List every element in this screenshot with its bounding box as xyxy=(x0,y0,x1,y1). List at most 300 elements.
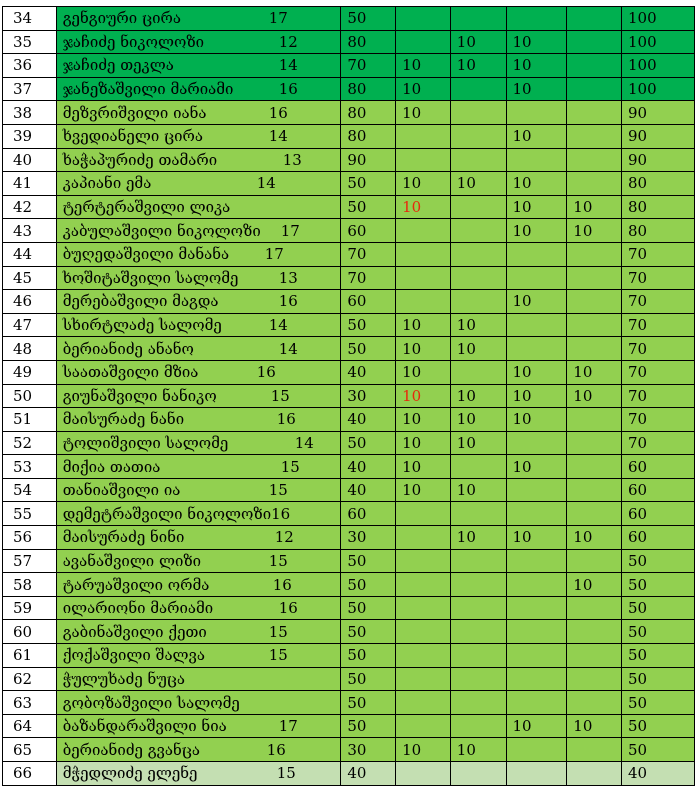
row-number-cell xyxy=(3,502,57,526)
score-3-cell xyxy=(450,77,506,101)
student-name-cell xyxy=(56,313,341,337)
row-number: 55 xyxy=(13,504,33,523)
score-3-cell xyxy=(450,7,506,31)
score-3-cell xyxy=(450,691,506,715)
student-name: ბუღედაშვილი მანანა xyxy=(62,245,230,264)
score-5-cell xyxy=(567,455,622,479)
score-5-cell xyxy=(567,384,622,408)
table-row xyxy=(3,596,695,620)
score-1-cell xyxy=(341,691,396,715)
student-age: 13 xyxy=(278,268,298,287)
score-4-cell xyxy=(506,502,567,526)
total-score: 70 xyxy=(627,268,648,287)
table-row xyxy=(3,762,695,786)
score-2-cell xyxy=(396,714,451,738)
score-5-cell xyxy=(567,54,622,78)
score-1-cell xyxy=(341,431,396,455)
student-name-cell xyxy=(56,124,341,148)
total-score-cell xyxy=(621,148,694,172)
row-number-cell xyxy=(3,30,57,54)
score-1-cell xyxy=(341,101,396,125)
score-2-cell xyxy=(396,502,451,526)
row-number: 38 xyxy=(13,103,33,122)
score-5: 10 xyxy=(573,198,593,217)
row-number: 66 xyxy=(13,764,33,783)
total-score-cell xyxy=(621,384,694,408)
student-name-cell xyxy=(56,30,341,54)
score-2: 10 xyxy=(402,457,422,476)
score-3-cell xyxy=(450,266,506,290)
score-2-cell xyxy=(396,124,451,148)
row-number: 59 xyxy=(13,599,33,618)
score-4-cell xyxy=(506,455,567,479)
score-2-cell xyxy=(396,431,451,455)
row-number-cell xyxy=(3,101,57,125)
student-name: ბაზანდარაშვილი ნია xyxy=(62,717,227,736)
row-number: 61 xyxy=(13,646,33,665)
row-number: 45 xyxy=(13,268,33,287)
row-number: 40 xyxy=(13,150,33,169)
score-4-cell xyxy=(506,242,567,266)
score-1-cell xyxy=(341,478,396,502)
score-1-cell xyxy=(341,620,396,644)
score-1-cell xyxy=(341,148,396,172)
total-score-cell xyxy=(621,762,694,786)
row-number: 46 xyxy=(13,292,33,311)
score-5-cell xyxy=(567,526,622,550)
student-name-cell xyxy=(56,596,341,620)
student-name-cell xyxy=(56,691,341,715)
row-number-cell xyxy=(3,714,57,738)
total-score-cell xyxy=(621,101,694,125)
student-age: 17 xyxy=(264,245,284,264)
score-1: 70 xyxy=(347,245,367,264)
score-4-cell xyxy=(506,667,567,691)
score-1-cell xyxy=(341,219,396,243)
row-number: 34 xyxy=(13,9,33,28)
student-name: მეზვრიშვილი იანა xyxy=(62,103,207,122)
score-1: 80 xyxy=(347,80,367,99)
score-1: 50 xyxy=(347,198,367,217)
row-number: 49 xyxy=(13,363,33,382)
table-row xyxy=(3,124,695,148)
student-name: ქოქაშვილი შალვა xyxy=(62,646,206,665)
score-3-cell xyxy=(450,762,506,786)
score-2-cell xyxy=(396,360,451,384)
score-4-cell xyxy=(506,7,567,31)
score-2-cell xyxy=(396,195,451,219)
score-1: 40 xyxy=(347,363,367,382)
total-score-cell xyxy=(621,526,694,550)
student-name-cell xyxy=(56,644,341,668)
score-5-cell xyxy=(567,148,622,172)
score-3-cell xyxy=(450,219,506,243)
total-score: 50 xyxy=(627,693,648,712)
row-number-cell xyxy=(3,549,57,573)
table-row xyxy=(3,478,695,502)
score-2-cell xyxy=(396,644,451,668)
score-4-cell xyxy=(506,408,567,432)
score-4-cell xyxy=(506,30,567,54)
score-3-cell xyxy=(450,620,506,644)
table-row xyxy=(3,667,695,691)
score-5-cell xyxy=(567,667,622,691)
total-score-cell xyxy=(621,30,694,54)
score-3: 10 xyxy=(456,410,476,429)
student-name-cell xyxy=(56,455,341,479)
score-3-cell xyxy=(450,667,506,691)
total-score: 70 xyxy=(627,339,648,358)
score-3: 10 xyxy=(456,339,476,358)
score-1-cell xyxy=(341,667,396,691)
total-score-cell xyxy=(621,290,694,314)
row-number-cell xyxy=(3,219,57,243)
score-1: 80 xyxy=(347,103,367,122)
score-4: 10 xyxy=(512,32,532,51)
score-1: 50 xyxy=(347,693,367,712)
score-1-cell xyxy=(341,172,396,196)
student-name: საათაშვილი მზია xyxy=(62,363,199,382)
score-3-cell xyxy=(450,148,506,172)
total-score-cell xyxy=(621,77,694,101)
student-age: 17 xyxy=(278,717,298,736)
score-3: 10 xyxy=(456,386,476,405)
score-1: 60 xyxy=(347,504,367,523)
score-2-cell xyxy=(396,54,451,78)
table-row xyxy=(3,644,695,668)
student-name: ჯაჩიძე თეკლა xyxy=(62,56,174,75)
row-number-cell xyxy=(3,54,57,78)
table-row xyxy=(3,408,695,432)
score-2: 10 xyxy=(402,740,422,759)
total-score: 70 xyxy=(627,316,648,335)
student-name: თანიაშვილი ია xyxy=(62,481,181,500)
student-name: მაისურაძე ნინი xyxy=(62,528,185,547)
score-4-cell xyxy=(506,620,567,644)
row-number-cell xyxy=(3,691,57,715)
table-row xyxy=(3,573,695,597)
student-name-cell xyxy=(56,219,341,243)
row-number-cell xyxy=(3,337,57,361)
student-name: კაპიანი ემა xyxy=(62,174,152,193)
student-age: 16 xyxy=(278,599,298,618)
total-score: 50 xyxy=(627,646,648,665)
student-age: 14 xyxy=(268,316,288,335)
score-5: 10 xyxy=(573,717,593,736)
score-4: 10 xyxy=(512,198,532,217)
student-name-cell xyxy=(56,431,341,455)
total-score: 50 xyxy=(627,551,648,570)
total-score: 50 xyxy=(627,717,648,736)
total-score: 100 xyxy=(627,32,657,51)
student-age: 15 xyxy=(276,764,296,783)
row-number-cell xyxy=(3,667,57,691)
score-3-cell xyxy=(450,124,506,148)
score-5-cell xyxy=(567,644,622,668)
student-name-cell xyxy=(56,101,341,125)
score-1: 30 xyxy=(347,740,367,759)
total-score: 70 xyxy=(627,433,648,452)
student-name-cell xyxy=(56,408,341,432)
row-number-cell xyxy=(3,148,57,172)
table-row xyxy=(3,738,695,762)
score-1: 40 xyxy=(347,481,367,500)
score-3-cell xyxy=(450,172,506,196)
row-number-cell xyxy=(3,644,57,668)
score-1-cell xyxy=(341,762,396,786)
total-score: 50 xyxy=(627,740,648,759)
table-row xyxy=(3,620,695,644)
score-4-cell xyxy=(506,54,567,78)
table-row xyxy=(3,313,695,337)
score-1: 40 xyxy=(347,410,367,429)
row-number: 62 xyxy=(13,669,33,688)
score-1-cell xyxy=(341,195,396,219)
row-number-cell xyxy=(3,77,57,101)
score-5-cell xyxy=(567,266,622,290)
row-number-cell xyxy=(3,620,57,644)
total-score: 70 xyxy=(627,386,648,405)
row-number-cell xyxy=(3,172,57,196)
table-row xyxy=(3,337,695,361)
total-score-cell xyxy=(621,195,694,219)
score-2-cell xyxy=(396,219,451,243)
score-3-cell xyxy=(450,714,506,738)
score-1-cell xyxy=(341,77,396,101)
student-name-cell xyxy=(56,384,341,408)
student-name: მაისურაძე ნანი xyxy=(62,410,185,429)
score-4-cell xyxy=(506,596,567,620)
total-score-cell xyxy=(621,54,694,78)
student-age: 14 xyxy=(278,339,298,358)
score-2-cell xyxy=(396,337,451,361)
score-3-cell xyxy=(450,101,506,125)
score-4-cell xyxy=(506,478,567,502)
table-row xyxy=(3,360,695,384)
score-1-cell xyxy=(341,408,396,432)
student-name-cell xyxy=(56,148,341,172)
student-name: ბერიანიძე ანანო xyxy=(62,339,194,358)
row-number: 50 xyxy=(13,386,33,405)
table-row xyxy=(3,266,695,290)
score-2-cell xyxy=(396,148,451,172)
row-number: 44 xyxy=(13,245,33,264)
student-age: 16 xyxy=(278,292,298,311)
score-2-cell xyxy=(396,455,451,479)
score-3-cell xyxy=(450,549,506,573)
total-score-cell xyxy=(621,644,694,668)
row-number-cell xyxy=(3,242,57,266)
table-row xyxy=(3,549,695,573)
score-5-cell xyxy=(567,691,622,715)
total-score-cell xyxy=(621,549,694,573)
score-4: 10 xyxy=(512,292,532,311)
score-4: 10 xyxy=(512,127,532,146)
student-name: გიუნაშვილი ნანიკო xyxy=(62,386,217,405)
table-row xyxy=(3,7,695,31)
row-number-cell xyxy=(3,408,57,432)
score-4: 10 xyxy=(512,386,532,405)
table-row xyxy=(3,101,695,125)
student-age: 16 xyxy=(266,740,286,759)
row-number: 53 xyxy=(13,457,33,476)
score-3: 10 xyxy=(456,433,476,452)
score-2-cell xyxy=(396,313,451,337)
score-5-cell xyxy=(567,549,622,573)
student-age: 16 xyxy=(271,504,291,523)
score-3-cell xyxy=(450,30,506,54)
score-1: 80 xyxy=(347,127,367,146)
score-1-cell xyxy=(341,313,396,337)
score-1: 60 xyxy=(347,221,367,240)
student-name-cell xyxy=(56,77,341,101)
student-name-cell xyxy=(56,667,341,691)
score-1-cell xyxy=(341,526,396,550)
score-2: 10 xyxy=(402,433,422,452)
table-row xyxy=(3,502,695,526)
score-2-cell xyxy=(396,384,451,408)
student-age: 16 xyxy=(256,363,276,382)
total-score: 100 xyxy=(627,9,657,28)
score-5-cell xyxy=(567,478,622,502)
score-1: 50 xyxy=(347,575,367,594)
score-4: 10 xyxy=(512,717,532,736)
score-3-cell xyxy=(450,431,506,455)
score-2-cell xyxy=(396,549,451,573)
student-name-cell xyxy=(56,337,341,361)
score-2: 10 xyxy=(402,316,422,335)
row-number: 64 xyxy=(13,717,33,736)
score-4-cell xyxy=(506,124,567,148)
score-4-cell xyxy=(506,762,567,786)
total-score-cell xyxy=(621,667,694,691)
student-age: 16 xyxy=(278,80,298,99)
total-score-cell xyxy=(621,691,694,715)
table-row xyxy=(3,54,695,78)
score-3-cell xyxy=(450,360,506,384)
row-number-cell xyxy=(3,360,57,384)
total-score: 70 xyxy=(627,292,648,311)
score-3: 10 xyxy=(456,528,476,547)
score-2: 10 xyxy=(402,198,422,217)
score-4-cell xyxy=(506,738,567,762)
student-age: 14 xyxy=(278,56,298,75)
table-row xyxy=(3,148,695,172)
score-3: 10 xyxy=(456,56,476,75)
row-number: 48 xyxy=(13,339,33,358)
student-age: 16 xyxy=(276,410,296,429)
score-1-cell xyxy=(341,290,396,314)
score-1: 80 xyxy=(347,32,367,51)
score-2-cell xyxy=(396,266,451,290)
score-2-cell xyxy=(396,77,451,101)
total-score-cell xyxy=(621,313,694,337)
score-2-cell xyxy=(396,620,451,644)
score-1: 50 xyxy=(347,717,367,736)
student-name: კაბულაშვილი ნიკოლოზი xyxy=(62,221,261,240)
score-5-cell xyxy=(567,360,622,384)
student-name: გობოზაშვილი სალომე xyxy=(62,693,240,712)
score-1: 40 xyxy=(347,764,367,783)
score-4-cell xyxy=(506,148,567,172)
score-4: 10 xyxy=(512,363,532,382)
student-age: 16 xyxy=(268,103,288,122)
student-name: ტოლიშვილი სალომე xyxy=(62,433,229,452)
score-5: 10 xyxy=(573,221,593,240)
student-name-cell xyxy=(56,7,341,31)
row-number: 54 xyxy=(13,481,33,500)
score-1: 50 xyxy=(347,433,367,452)
total-score: 90 xyxy=(627,103,648,122)
score-5-cell xyxy=(567,313,622,337)
student-age: 14 xyxy=(294,433,314,452)
student-name-cell xyxy=(56,172,341,196)
total-score-cell xyxy=(621,360,694,384)
total-score-cell xyxy=(621,124,694,148)
score-2-cell xyxy=(396,478,451,502)
score-2: 10 xyxy=(402,339,422,358)
score-3: 10 xyxy=(456,740,476,759)
score-3-cell xyxy=(450,384,506,408)
score-5-cell xyxy=(567,7,622,31)
score-5-cell xyxy=(567,77,622,101)
score-2-cell xyxy=(396,30,451,54)
student-name-cell xyxy=(56,738,341,762)
student-name: ჯანეზაშვილი მარიამი xyxy=(62,80,234,99)
student-name-cell xyxy=(56,195,341,219)
row-number: 47 xyxy=(13,316,33,335)
score-1-cell xyxy=(341,738,396,762)
score-4-cell xyxy=(506,549,567,573)
student-name: გენგიური ცირა xyxy=(62,9,181,28)
row-number-cell xyxy=(3,384,57,408)
score-3-cell xyxy=(450,242,506,266)
score-3-cell xyxy=(450,478,506,502)
student-age: 14 xyxy=(268,127,288,146)
score-4-cell xyxy=(506,77,567,101)
row-number: 43 xyxy=(13,221,33,240)
student-name-cell xyxy=(56,478,341,502)
score-4-cell xyxy=(506,195,567,219)
score-4: 10 xyxy=(512,56,532,75)
total-score-cell xyxy=(621,266,694,290)
total-score: 60 xyxy=(627,457,648,476)
table-row xyxy=(3,30,695,54)
score-2: 10 xyxy=(402,103,422,122)
student-age: 17 xyxy=(268,9,288,28)
total-score: 80 xyxy=(627,174,648,193)
total-score-cell xyxy=(621,738,694,762)
score-5-cell xyxy=(567,408,622,432)
student-age: 15 xyxy=(268,622,288,641)
student-name-cell xyxy=(56,714,341,738)
score-2-cell xyxy=(396,667,451,691)
student-name: ტერტერაშვილი ლიკა xyxy=(62,198,231,217)
scores-table xyxy=(2,6,695,786)
student-age: 13 xyxy=(282,150,302,169)
score-5-cell xyxy=(567,502,622,526)
score-4-cell xyxy=(506,219,567,243)
score-4-cell xyxy=(506,644,567,668)
score-5-cell xyxy=(567,290,622,314)
student-age: 17 xyxy=(280,221,300,240)
student-name: ილარიონი მარიამი xyxy=(62,599,214,618)
score-5-cell xyxy=(567,738,622,762)
row-number: 57 xyxy=(13,551,33,570)
student-age: 15 xyxy=(268,646,288,665)
student-name-cell xyxy=(56,360,341,384)
student-name: ხოშიტაშვილი სალომე xyxy=(62,268,239,287)
